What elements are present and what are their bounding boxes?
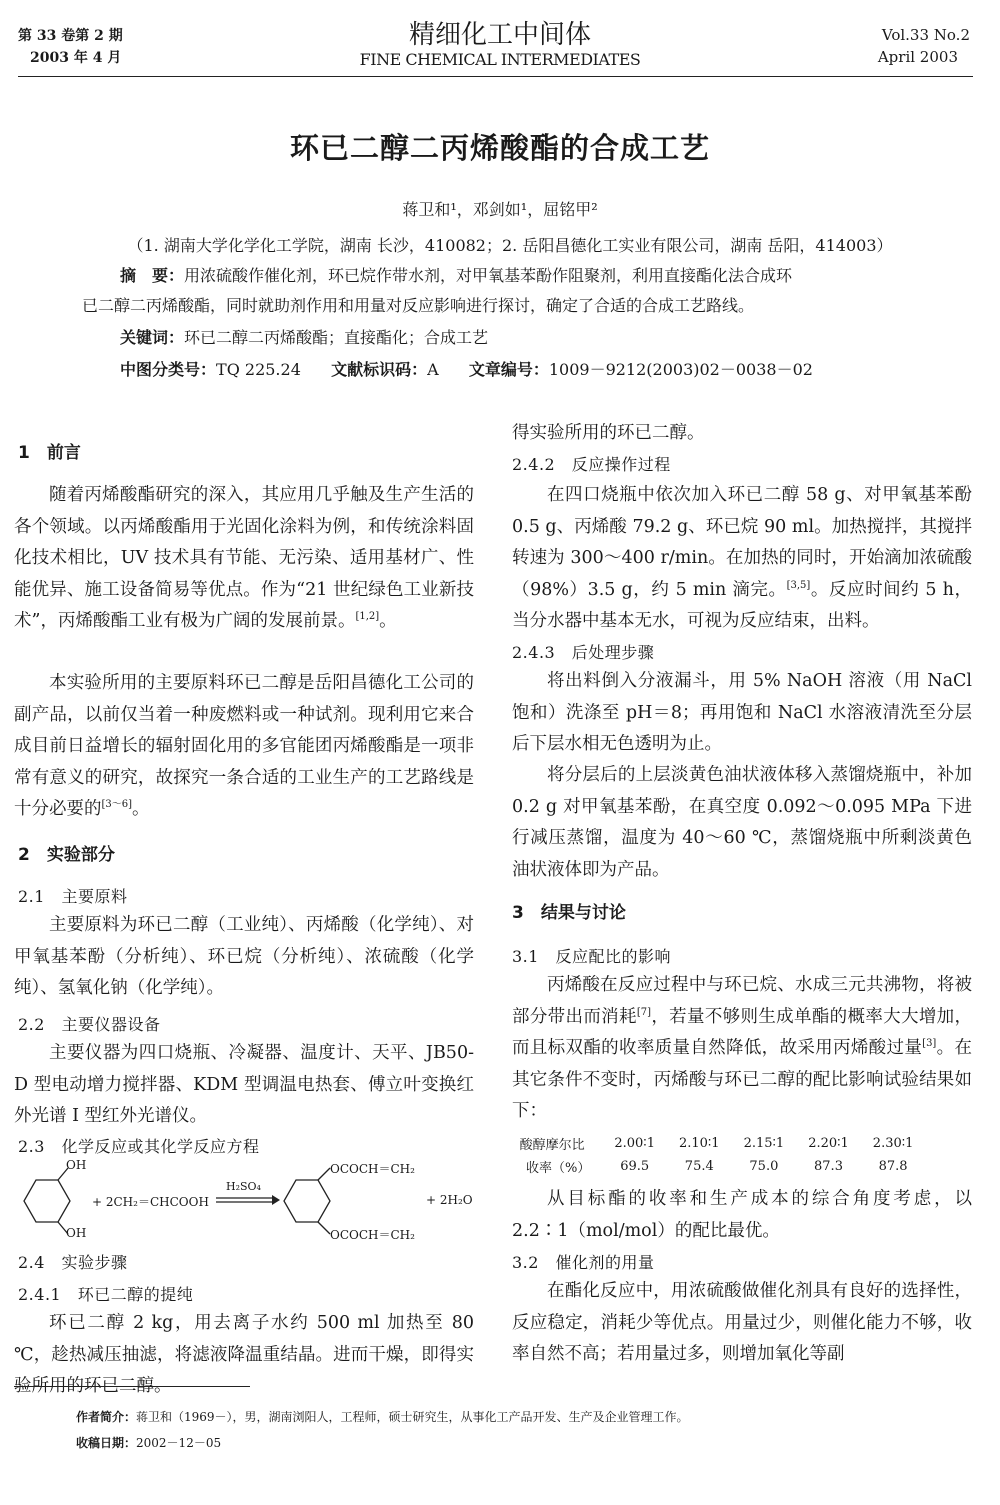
section-1-paragraph-2 [14, 668, 474, 826]
received-date [76, 1430, 221, 1456]
s242-text: 在四口烧瓶中依次加入环已二醇 58 g、对甲氧基苯酚 0.5 g、丙烯酸 79.2 g、环已烷 90 ml。加热搅拌，其搅拌转速为 300～400 r/min。在加热的同时，开始滴加浓硫酸（98%）3.5 g，约 5 min 滴完。 [512, 485, 972, 600]
journal-name-cn: 精细化工中间体 [408, 20, 591, 50]
section-2-4-1-heading: 2.4.1 环已二醇的提纯 [18, 1285, 194, 1304]
row-header: 酸醇摩尔比 [519, 1138, 585, 1153]
section-3-1-conclusion: 从目标酯的收率和生产成本的综合角度考虑，以 2.2∶1（mol/mol）的配比最优。 [512, 1189, 972, 1241]
table-cell: 75.0 [749, 1159, 779, 1174]
keywords-text: 环已二醇二丙烯酸酯；直接酯化；合成工艺 [184, 328, 489, 347]
section-2-4-heading: 2.4 实验步骤 [18, 1253, 128, 1272]
table-cell: 75.4 [684, 1159, 714, 1174]
section-3-1-paragraph [512, 970, 972, 1128]
author-bio [76, 1404, 689, 1430]
section-2-4-3-paragraph-2: 将分层后的上层淡黄色油状液体移入蒸馏烧瓶中，补加 0.2 g 对甲氧基苯酚，在真空度 0.092～0.095 MPa 下进行减压蒸馏，温度为 40～60 ℃，蒸馏烧瓶中所剩淡黄色油状液体即为产品。 [512, 765, 972, 880]
section-2-1-paragraph: 主要原料为环已二醇（工业纯）、丙烯酸（化学纯）、对甲氧基苯酚（分析纯）、环已烷（分析纯）、浓硫酸（化学纯）、氢氧化钠（化学纯）。 [14, 915, 474, 998]
citation: [3～6] [101, 799, 133, 811]
received-date-value: 2002－12－05 [136, 1436, 222, 1450]
section-2-4-2-paragraph [512, 480, 972, 638]
section-2-4-1-paragraph-part1: 环已二醇 2 kg，用去离子水约 500 ml 加热至 80 ℃，趁热减压抽滤，将滤液降温重结晶。进而干燥，即得实验所用的环已二醇。 [14, 1313, 474, 1396]
authors: 蒋卫和¹，邓剑如¹，屈铭甲² [402, 200, 598, 219]
section-2-heading: 2 实验部分 [18, 845, 115, 865]
journal-date-en: April 2003 [877, 48, 958, 66]
author-bio-label: 作者简介： [76, 1410, 137, 1424]
table-cell: 2.00∶1 [614, 1136, 655, 1151]
table-cell: 2.30∶1 [872, 1136, 914, 1151]
table-cell: 87.8 [878, 1159, 908, 1174]
citation: [7] [636, 1006, 652, 1018]
footnote-rule [14, 1386, 250, 1387]
journal-name-en: FINE CHEMICAL INTERMEDIATES [359, 50, 641, 69]
section-3-heading: 3 结果与讨论 [512, 903, 626, 923]
classification-line [120, 356, 813, 384]
section-3-2-paragraph: 在酯化反应中，用浓硫酸做催化剂具有良好的选择性，反应稳定，消耗少等优点。用量过少，则催化能力不够，收率自然不高；若用量过多，则增加氧化等副 [512, 1281, 972, 1364]
section-1-paragraph-1 [14, 480, 474, 638]
product-water: + 2H₂O [426, 1193, 473, 1207]
page-title: 环已二醇二丙烯酸酯的合成工艺 [289, 131, 710, 165]
s1-p2-text: 本实验所用的主要原料环已二醇是岳阳昌德化工公司的副产品，以前仅当着一种废燃料或一种试剂。现利用它来合成目前日益增长的辐射固化用的多官能团丙烯酸酯是一项非常有意义的研究，故探究一条合适的工业生产的工艺路线是十分必要的 [14, 673, 474, 819]
section-3-2-heading: 3.2 催化剂的用量 [512, 1253, 655, 1272]
doc-label: 文献标识码： [331, 360, 428, 379]
reaction-scheme [14, 1158, 484, 1242]
s1-p1-text: 随着丙烯酸酯研究的深入，其应用几乎触及生产生活的各个领域。以丙烯酸酯用于光固化涂料为例，和传统涂料固化技术相比，UV 技术具有节能、无污染、适用基材广、性能优异、施工设备简易等优点。作为“21 世纪绿色工业新技术”，丙烯酸酯工业有极为广阔的发展前景。 [14, 485, 474, 631]
table-cell: 2.15∶1 [743, 1136, 785, 1151]
section-2-4-3-paragraph-1: 将出料倒入分液漏斗，用 5% NaOH 溶液（用 NaCl 饱和）洗涤至 pH＝8；再用饱和 NaCl 水溶液清洗至分层后下层水相无色透明为止。 [512, 671, 972, 754]
section-2-4-2-heading: 2.4.2 反应操作过程 [512, 455, 671, 474]
header-rule [18, 76, 973, 77]
table-cell: 2.10∶1 [678, 1136, 720, 1151]
s31-text-a: 丙烯酸在反应过程中与环已烷、水成三元共沸物，将被部分带出而消耗 [512, 975, 972, 1027]
product-bond-bottom [318, 1222, 330, 1234]
section-2-4-3-heading: 2.4.3 后处理步骤 [512, 643, 655, 662]
table-row [514, 1132, 925, 1155]
journal-volume-en: Vol.33 No.2 [881, 26, 970, 44]
citation: [3,5] [786, 579, 811, 591]
citation: [1,2] [355, 611, 380, 623]
reactant-ring [24, 1180, 70, 1222]
art-label: 文章编号： [468, 360, 549, 379]
product-ester-top: OCOCH＝CH₂ [330, 1162, 415, 1176]
reactant-oh-top: OH [66, 1158, 87, 1172]
s31-text-c: 。在其它条件不变时，丙烯酸与环已二醇的配比影响试验结果如下： [512, 1038, 973, 1121]
cls-label: 中图分类号： [120, 360, 217, 379]
table-row [514, 1155, 925, 1178]
ratio-yield-table [514, 1132, 925, 1178]
s31-text-b: ，若量不够则生成单酯的概率大大增加，而且标双酯的收率质量自然降低，故采用丙烯酸过量 [512, 1006, 973, 1058]
section-2-2-heading: 2.2 主要仪器设备 [18, 1015, 161, 1034]
journal-date-cn: 2003 年 4 月 [30, 50, 122, 66]
doc-value: A [427, 360, 439, 379]
art-value: 1009－9212(2003)02－0038－02 [548, 360, 813, 379]
received-date-label: 收稿日期： [76, 1436, 137, 1450]
reactant-oh-bottom: OH [66, 1226, 87, 1240]
citation: [3] [922, 1038, 937, 1050]
s1-p1-end: 。 [379, 611, 397, 631]
abstract-line-2: 已二醇二丙烯酸酯，同时就助剂作用和用量对反应影响进行探讨，确定了合适的合成工艺路线。 [82, 296, 755, 315]
reagent-acrylic-acid: + 2CH₂＝CHCOOH [92, 1195, 209, 1209]
product-ester-bottom: OCOCH＝CH₂ [330, 1228, 415, 1242]
s241-continuation: 得实验所用的环已二醇。 [512, 423, 705, 443]
journal-volume-issue: 第 33 卷第 2 期 [18, 28, 123, 44]
author-bio-text: 蒋卫和（1969－），男，湖南浏阳人，工程师，硕士研究生，从事化工产品开发、生产及企业管理工作。 [136, 1410, 689, 1424]
product-ring [284, 1180, 330, 1222]
abstract-line-1 [120, 262, 950, 290]
table-cell: 2.20∶1 [808, 1136, 849, 1151]
product-bond-top [318, 1168, 330, 1180]
s242-text-2: 。反应时间约 5 h，当分水器中基本无水，可视为反应结束，出料。 [512, 579, 972, 631]
section-1-heading: 1 前言 [18, 443, 81, 463]
catalyst-label: H₂SO₄ [226, 1180, 261, 1193]
cls-value: TQ 225.24 [216, 360, 301, 379]
table-cell: 87.3 [814, 1159, 843, 1174]
table-cell: 69.5 [620, 1159, 650, 1174]
abstract-text-1: 用浓硫酸作催化剂，环已烷作带水剂，对甲氧基苯酚作阻聚剂，利用直接酯化法合成环 [184, 266, 793, 285]
keywords-label: 关键词： [120, 328, 185, 347]
section-2-3-heading: 2.3 化学反应或其化学反应方程 [18, 1137, 260, 1156]
section-2-1-heading: 2.1 主要原料 [18, 887, 128, 906]
section-3-1-heading: 3.1 反应配比的影响 [512, 947, 671, 966]
row-header: 收率（%） [526, 1161, 591, 1176]
keywords [120, 324, 488, 352]
abstract-label: 摘 要： [120, 266, 185, 285]
reaction-arrowhead [272, 1195, 280, 1205]
section-2-2-paragraph: 主要仪器为四口烧瓶、冷凝器、温度计、天平、JB50-D 型电动增力搅拌器、KDM 型调温电热套、傅立叶变换红外光谱 I 型红外光谱仪。 [14, 1043, 474, 1126]
s1-p2-end: 。 [132, 799, 150, 819]
affiliations: （1. 湖南大学化学化工学院，湖南 长沙，410082；2. 岳阳昌德化工实业有限公司，湖南 岳阳，414003） [127, 236, 893, 255]
